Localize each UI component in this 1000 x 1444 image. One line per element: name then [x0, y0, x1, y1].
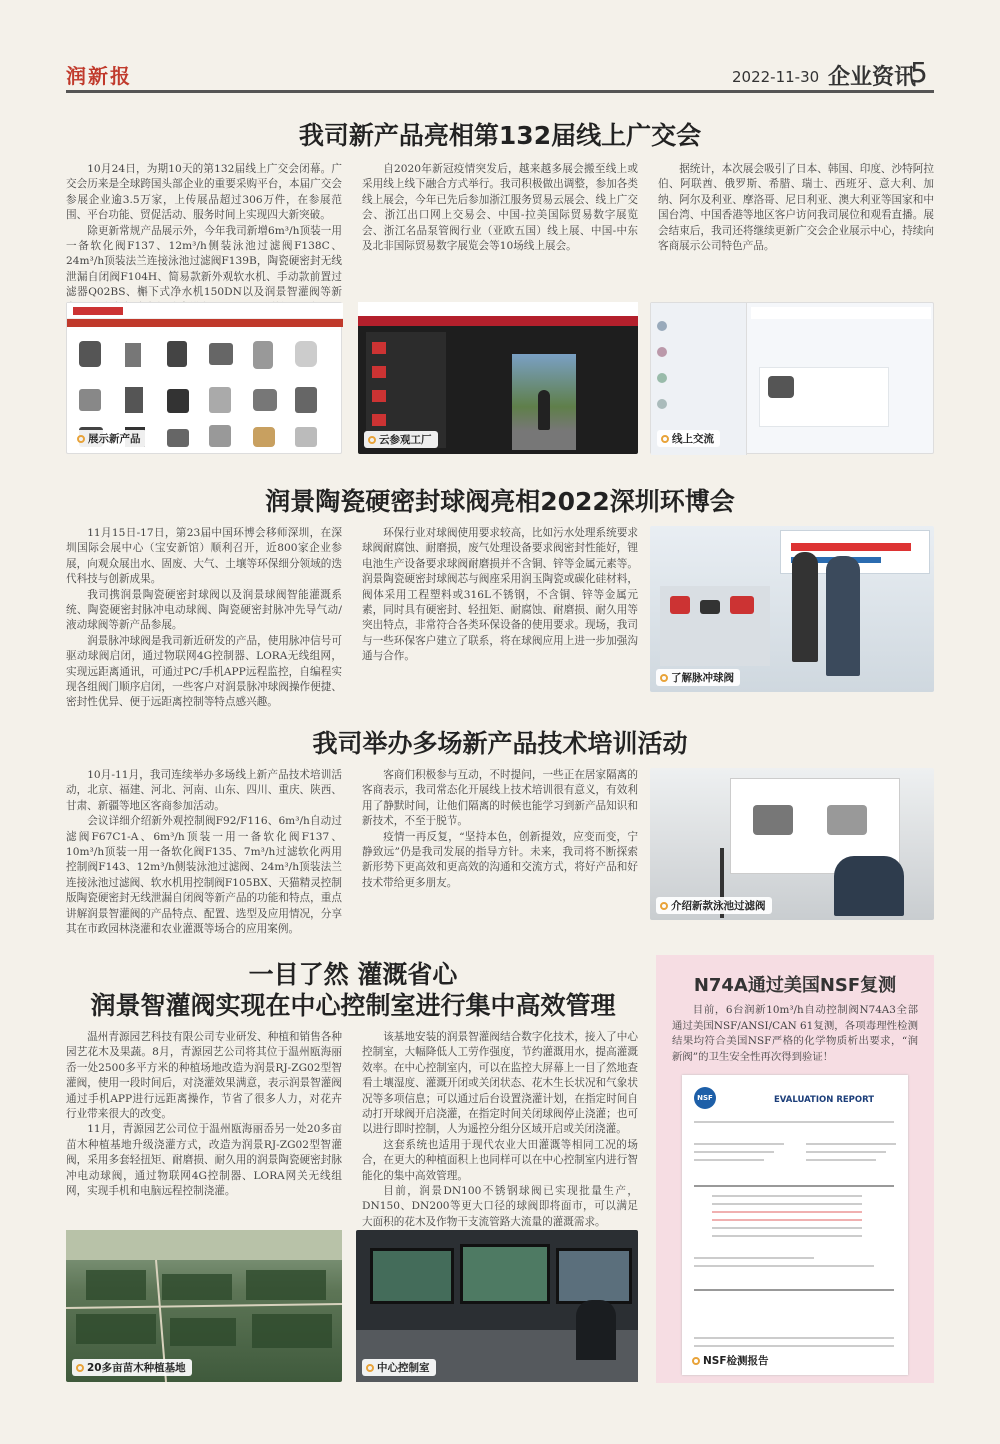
presenter-figure — [834, 856, 904, 916]
caption-text: 展示新产品 — [88, 433, 141, 445]
photo-nursery-base — [66, 1230, 342, 1382]
article-3-para-3: 客商们积极参与互动，不时提问，一些正在居家隔离的客商表示，我司常态化开展线上技术培训很有意义，有效利用了静默时间，让他们隔离的时候也能学习到新产品知识和新技术，不至于脱节。 — [362, 769, 638, 828]
newspaper-logo: 润新报 — [66, 64, 132, 88]
site-nav-bar — [67, 319, 343, 327]
nsf-text — [672, 1003, 918, 1065]
chat-title-bar — [751, 307, 931, 319]
monitor-screen — [460, 1244, 550, 1304]
article-1-para-3: 自2020年新冠疫情突发后，越来越多展会搬至线上或采用线上线下融合方式举行。我司积极做出调整，参加各类线上展会，今年已先后参加浙江服务贸易云展会、线上广交会、浙江出口网上交易会、中国-拉美国际贸易数字展览会、浙江名品泵管阀行业（亚欧五国）线上展、中国-中东及北非国际贸易数字展览会等10场线上展会。 — [362, 163, 638, 253]
article-3-col-1 — [66, 768, 342, 936]
article-2-title: 润景陶瓷硬密封球阀亮相2022深圳环博会 — [265, 487, 735, 516]
caption-ring-icon — [366, 1364, 374, 1372]
article-1-col-1 — [66, 162, 342, 299]
photo-caption — [688, 1352, 775, 1369]
article-4-para-3: 该基地安装的润景智灌阀结合数字化技术，接入了中心控制室，大幅降低人工劳作强度，节约灌溉用水，提高灌溉效率。在中心控制室内，可以在监控大屏幕上一目了然地查看土壤湿度、灌溉开闭或关闭状态、花木生长状况和气象状况等多项信息；可以通过后台设置浇灌计划，在指定时间自动打开球阀开启浇灌，在指定时间关闭球阀停止浇灌；也可以进行即时控制，人为遥控分组分区域开启或关闭浇灌。 — [362, 1031, 638, 1136]
site-header — [67, 303, 343, 319]
caption-ring-icon — [76, 1364, 84, 1372]
exhibit-table — [660, 586, 770, 666]
article-1-title: 我司新产品亮相第132届线上广交会 — [298, 121, 702, 150]
article-4-para-5: 目前，润景DN100不锈钢球阀已实现批量生产，DN150、DN200等更大口径的球阀即将面市，可以满足大面积的花木及作物干支流管路大流量的灌溉需求。 — [362, 1185, 638, 1228]
article-2-col-1 — [66, 526, 342, 709]
caption-ring-icon — [368, 436, 376, 444]
photo-caption — [362, 1359, 436, 1376]
masthead-rule — [66, 90, 934, 93]
chat-product-card — [759, 367, 889, 427]
article-2-para-4: 环保行业对球阀使用要求较高，比如污水处理系统要求球阀耐腐蚀、耐磨损，废气处理设备要求阀密封性能好，锂电池生产设备要求球阀耐磨损并不含铜、锌等金属元素等。润景陶瓷硬密封球阀芯与阀座采用润玉陶瓷或碳化硅材料，阀体采用工程塑料或316L不锈钢，不含铜、锌等金属元素，同时具有硬密封、轻扭矩、耐腐蚀、耐磨损、耐久用等突出特点，非常符合各类环保设备的使用要求。现场，我司与一些环保客户建立了联系，将在球阀应用上进一步加强沟通与合作。 — [362, 527, 638, 663]
article-4-para-1: 温州青源园艺科技有限公司专业研发、种植和销售各种园艺花木及果蔬。8月，青源园艺公司将其位于温州瓯海丽岙一处2500多平方米的种植场地改造为润景RJ-ZG02型智灌阀，使用一段时间后，对浇灌效果满意，表示润景智灌阀通过手机APP进行远距离操作，节省了很多人力，对花卉行业带来很大的改变。 — [66, 1031, 342, 1121]
site-logo — [73, 307, 123, 315]
caption-ring-icon — [692, 1357, 700, 1365]
site-header — [358, 302, 638, 316]
photo-online-communication — [650, 302, 934, 454]
photo-caption — [73, 430, 147, 447]
caption-ring-icon — [660, 674, 668, 682]
caption-text: 线上交流 — [672, 433, 714, 445]
article-2-para-3: 润景脉冲球阀是我司新近研发的产品，使用脉冲信号可驱动球阀启闭，通过物联网4G控制器、LORA无线组网，实现远距离通讯，可通过PC/手机APP远程监控，自编程实现各组阀门顺序启闭，一些客户对润景脉冲球阀操作便捷、密封性优异、便于远距离控制等特点感兴趣。 — [66, 634, 342, 709]
caption-ring-icon — [661, 435, 669, 443]
article-4-col-1 — [66, 1030, 342, 1220]
article-4-col-2 — [362, 1030, 638, 1228]
caption-text: 介绍新款泳池过滤阀 — [671, 900, 766, 912]
issue-date: 2022-11-30 — [732, 68, 820, 86]
nsf-sidebar — [656, 955, 934, 1383]
section-name: 企业资讯 — [828, 65, 917, 90]
article-4-title-line-2: 润景智灌阀实现在中心控制室进行集中高效管理 — [90, 991, 616, 1020]
operator-figure — [576, 1300, 616, 1360]
photo-caption — [657, 430, 720, 447]
nsf-title: N74A通过美国NSF复测 — [693, 975, 897, 996]
article-2-para-2: 我司携润景陶瓷硬密封球阀以及润景球阀智能灌溉系统、陶瓷硬密封脉冲电动球阀、陶瓷硬密封脉冲先导气动/液动球阀等新产品参展。 — [66, 588, 342, 632]
article-4-para-4: 这套系统也适用于现代农业大田灌溉等相同工况的场合，在更大的种植面积上也同样可以在中心控制室内进行智能化的集中高效管理。 — [362, 1138, 638, 1182]
person-figure — [792, 552, 818, 662]
photo-caption — [656, 897, 772, 914]
article-2-col-2 — [362, 526, 638, 686]
article-3-title: 我司举办多场新产品技术培训活动 — [312, 729, 688, 758]
factory-video-frame — [512, 354, 576, 450]
photo-control-room — [356, 1230, 638, 1382]
article-3-para-4: 疫情一再反复，“坚持本色，创新提效，应变而变，宁静致远”仍是我司发展的指导方针。未来，我司将不断探索新形势下更高效和更高效的沟通和交流方式，将好产品和好技术带给更多朋友。 — [362, 830, 638, 889]
article-3-para-1: 10月-11月，我司连续举办多场线上新产品技术培训活动，北京、福建、河北、河南、山东、四川、重庆、陕西、甘肃、新疆等地区客商参加活动。 — [66, 769, 342, 812]
article-3-col-2 — [362, 768, 638, 926]
caption-text: 了解脉冲球阀 — [671, 672, 734, 684]
article-1-para-1: 10月24日，为期10天的第132届线上广交会闭幕。广交会历来是全球跨国头部企业的重要采购平台，本届广交会参展企业逾3.5万家，上传展品超过306万件，在参展范围、平台功能、贸促活动、服务时间上实现四大新突破。 — [66, 163, 342, 222]
nsf-paragraph: 目前，6台润新10m³/h自动控制阀N74A3全部通过美国NSF/ANSI/CAN 61复测，各项毒理性检测结果均符合美国NSF严格的化学物质析出要求，“润新阀”的卫生安全性再次得到验证！ — [672, 1004, 918, 1063]
caption-text: NSF检测报告 — [703, 1355, 769, 1367]
article-3-para-2: 会议详细介绍新外观控制阀F92/F116、6m³/h自动过滤阀F67C1-A、6m³/h顶装一用一备软化阀F137、10m³/h顶装一用一备软化阀F135、7m³/h过滤软化两用控制阀F143、12m³/h侧装泳池过滤阀、24m³/h顶装法兰连接泳池过滤阀、软水机用控制阀F105BX、天猫精灵控制版陶瓷硬密封无线泄漏自闭阀等新产品的功能和特点，重点讲解润景智灌阀的产品特点、配置、选型及应用情况，分享其在市政园林浇灌和农业灌溉等场合的应用案例。 — [66, 815, 342, 936]
photo-caption — [72, 1359, 192, 1376]
caption-text: 中心控制室 — [377, 1362, 430, 1374]
caption-text: 云参观工厂 — [379, 434, 432, 446]
masthead — [66, 56, 934, 92]
page-number: 5 — [910, 56, 928, 89]
photo-pool-filter-training — [650, 768, 934, 920]
photo-virtual-factory — [358, 302, 638, 454]
article-1-col-3 — [658, 162, 934, 296]
article-1-para-4: 据统计，本次展会吸引了日本、韩国、印度、沙特阿拉伯、阿联酋、俄罗斯、希腊、瑞士、西班牙、意大利、加纳、阿尔及利亚、摩洛哥、尼日利亚、澳大利亚等国家和中国台湾、中国香港等地区客户访问我司展位和观看直播。展会结束后，我司还将继续更新广交会企业展示中心，持续向客商展示公司特色产品。 — [658, 163, 934, 253]
photo-pulse-ball-valve — [650, 526, 934, 692]
person-figure — [826, 556, 860, 676]
nsf-report-image — [682, 1075, 908, 1375]
monitor-screen — [370, 1248, 454, 1304]
monitor-screen — [556, 1248, 632, 1304]
site-nav-bar — [358, 316, 638, 326]
caption-ring-icon — [77, 435, 85, 443]
article-1-para-2: 除更新常规产品展示外，今年我司新增6m³/h顶装一用一备软化阀F137、12m³/h侧装泳池过滤阀F138C、24m³/h顶装法兰连接泳池过滤阀F139B，陶瓷硬密封无线泄漏自闭阀F104H、简易款新外观软水机、手动款前置过滤器Q02BS、槲下式净水机150DN以及润景智灌阀等新 — [66, 224, 342, 299]
nsf-logo-icon: NSF — [694, 1087, 716, 1109]
photo-product-showcase — [66, 302, 342, 454]
article-4-title-line-1: 一目了然 灌溉省心 — [248, 960, 458, 989]
report-title: EVALUATION REPORT — [774, 1095, 875, 1105]
article-2-para-1: 11月15日-17日，第23届中国环博会移师深圳，在深圳国际会展中心（宝安新馆）顺利召开，近800家企业参展，向观众展出水、固废、大气、土壤等环保细分领域的迭代科技与创新成果。 — [66, 527, 342, 586]
photo-caption — [364, 431, 438, 448]
article-4-para-2: 11月，青源园艺公司位于温州瓯海丽岙另一处20多亩苗木种植基地升级浇灌方式，改造为润景RJ-ZG02型智灌阀，采用多套轻扭矩、耐磨损、耐久用的润景陶瓷硬密封脉冲电动球阀，通过物联网4G控制器、LORA网关无线组网，实现手机和电脑远程控制浇灌。 — [66, 1123, 342, 1198]
photo-caption — [656, 669, 740, 686]
article-1-col-2 — [362, 162, 638, 296]
caption-ring-icon — [660, 902, 668, 910]
caption-text: 20多亩苗木种植基地 — [87, 1362, 186, 1374]
